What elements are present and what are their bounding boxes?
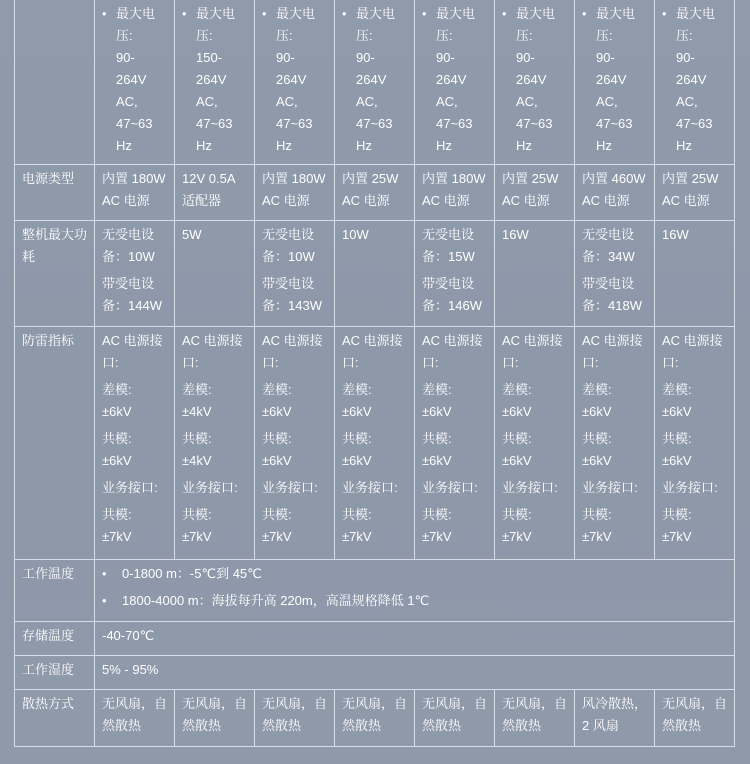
max-power-cell	[335, 221, 415, 327]
cell-text: AC,	[596, 94, 618, 109]
cell-text: 备：146W	[422, 298, 482, 313]
max-power-cell	[415, 221, 495, 327]
cell-text: 共模:	[662, 507, 692, 522]
cell-text: 47~63	[596, 116, 633, 131]
cell-text: 无风扇，自	[502, 696, 568, 711]
cell-text: 业务接口:	[262, 480, 318, 495]
cooling-cell	[415, 690, 495, 747]
cell-text: Hz	[116, 138, 132, 153]
cell-text: 业务接口:	[582, 480, 638, 495]
cell-text: 264V	[436, 72, 467, 87]
cell-text: 无受电设	[582, 227, 635, 242]
cell-text: 90-	[676, 50, 695, 65]
cell-text: 无风扇，自	[422, 696, 488, 711]
cell-text: AC,	[276, 94, 298, 109]
cell-text: 12V 0.5A	[182, 171, 236, 186]
cell-text: 264V	[516, 72, 547, 87]
power-type-cell	[255, 165, 335, 221]
cell-text: 口:	[262, 355, 279, 370]
cell-text: 最大电	[596, 6, 636, 21]
cooling-cell	[175, 690, 255, 747]
cell-text: AC 电源接	[502, 333, 563, 348]
cell-text: 然散热	[182, 718, 222, 733]
cell-text: 然散热	[662, 718, 702, 733]
cell-text: 最大电	[196, 6, 236, 21]
storage-temp-row	[15, 622, 735, 656]
cell-text: 最大电	[676, 6, 716, 21]
cell-text: 压:	[596, 28, 613, 43]
cell-text: 差模:	[262, 382, 292, 397]
cell-text: AC 电源	[502, 193, 550, 208]
cell-text: 业务接口:	[422, 480, 478, 495]
cell-text: 业务接口:	[182, 480, 238, 495]
cell-text: 最大电	[516, 6, 556, 21]
cell-text: 264V	[116, 72, 147, 87]
cell-text: 内置 180W	[262, 171, 326, 186]
cell-text: ±6kV	[582, 404, 612, 419]
cell-text: AC 电源	[342, 193, 390, 208]
cell-text: ±7kV	[422, 529, 452, 544]
cell-text: 无风扇，自	[262, 696, 328, 711]
max-power-cell	[655, 221, 735, 327]
cell-text: AC 电源接	[342, 333, 403, 348]
cell-text: 备：15W	[422, 249, 475, 264]
cell-text: 10W	[342, 227, 369, 242]
cell-text: AC,	[116, 94, 138, 109]
cooling-cell	[335, 690, 415, 747]
cell-text: 差模:	[422, 382, 452, 397]
lightning-label-cell	[15, 327, 95, 560]
lightning-cell	[655, 327, 735, 560]
cell-text: 90-	[116, 50, 135, 65]
cell-text: Hz	[596, 138, 612, 153]
cell-text: AC,	[436, 94, 458, 109]
cell-text: 共模:	[502, 507, 532, 522]
voltage-row	[15, 0, 735, 165]
power-type-row	[15, 165, 735, 221]
cell-text: AC 电源接	[662, 333, 723, 348]
power-type-label-cell	[15, 165, 95, 221]
voltage-cell	[95, 0, 175, 165]
voltage-cell	[495, 0, 575, 165]
cell-text: AC 电源	[582, 193, 630, 208]
row-label: 耗	[22, 249, 36, 264]
cell-text: 264V	[596, 72, 627, 87]
cell-text: ±6kV	[342, 453, 372, 468]
power-type-cell	[575, 165, 655, 221]
cell-text: 口:	[182, 355, 199, 370]
cell-text: Hz	[516, 138, 532, 153]
cell-text: 0-1800 m：-5℃到 45℃	[122, 566, 262, 581]
cell-text: 然散热	[262, 718, 302, 733]
cell-text: ±7kV	[262, 529, 292, 544]
cell-text: 共模:	[582, 431, 612, 446]
lightning-cell	[575, 327, 655, 560]
cell-text: 口:	[342, 355, 359, 370]
cell-text: AC 电源接	[262, 333, 323, 348]
cell-text: 压:	[356, 28, 373, 43]
cell-text: 共模:	[502, 431, 532, 446]
cell-text: ±6kV	[262, 453, 292, 468]
cell-text: 共模:	[662, 431, 692, 446]
cell-text: 共模:	[262, 507, 292, 522]
storage-temp-cell	[95, 622, 735, 656]
cell-text: 264V	[196, 72, 227, 87]
cell-text: 内置 25W	[502, 171, 559, 186]
cell-text: ±6kV	[502, 453, 532, 468]
power-type-cell	[415, 165, 495, 221]
cell-text: 差模:	[582, 382, 612, 397]
cell-text: 压:	[196, 28, 213, 43]
lightning-cell	[95, 327, 175, 560]
cell-text: AC 电源接	[102, 333, 163, 348]
cell-text: ±6kV	[102, 453, 132, 468]
cell-text: 共模:	[422, 431, 452, 446]
lightning-cell	[495, 327, 575, 560]
row-label: 工作湿度	[22, 662, 75, 677]
cell-text: 47~63	[356, 116, 393, 131]
cell-text: 压:	[276, 28, 293, 43]
cell-text: 共模:	[182, 507, 212, 522]
voltage-cell	[575, 0, 655, 165]
cell-text: 无受电设	[102, 227, 155, 242]
cell-text: 内置 180W	[102, 171, 166, 186]
cell-text: 带受电设	[422, 276, 475, 291]
cell-text: 5% - 95%	[102, 662, 159, 677]
cooling-cell	[495, 690, 575, 747]
lightning-cell	[255, 327, 335, 560]
cell-text: 口:	[582, 355, 599, 370]
cell-text: 共模:	[422, 507, 452, 522]
work-temp-cell	[95, 560, 735, 622]
cell-text: 90-	[596, 50, 615, 65]
cell-text: 适配器	[182, 193, 222, 208]
cooling-row	[15, 690, 735, 747]
cell-text: AC 电源	[102, 193, 150, 208]
voltage-cell	[415, 0, 495, 165]
cell-text: ±6kV	[342, 404, 372, 419]
cell-text: 共模:	[262, 431, 292, 446]
lightning-cell	[175, 327, 255, 560]
max-power-label-cell	[15, 221, 95, 327]
cell-text: 带受电设	[102, 276, 155, 291]
cell-text: 备：34W	[582, 249, 635, 264]
cell-text: 带受电设	[582, 276, 635, 291]
cell-text: ±6kV	[422, 453, 452, 468]
max-power-cell	[95, 221, 175, 327]
cell-text: 5W	[182, 227, 202, 242]
cell-text: 264V	[276, 72, 307, 87]
row-label: 整机最大功	[22, 227, 88, 242]
cell-text: ±6kV	[662, 404, 692, 419]
cell-text: 备：10W	[102, 249, 155, 264]
cell-text: 150-	[196, 50, 223, 65]
cell-text: 然散热	[422, 718, 462, 733]
voltage-cell	[335, 0, 415, 165]
cell-text: ±6kV	[422, 404, 452, 419]
bullet-icon: •	[502, 6, 507, 21]
cell-text: 压:	[436, 28, 453, 43]
row-label: 工作温度	[22, 566, 75, 581]
row-label: 存储温度	[22, 628, 75, 643]
cell-text: 264V	[676, 72, 707, 87]
cell-text: 业务接口:	[102, 480, 158, 495]
cell-text: 无风扇，自	[342, 696, 408, 711]
lightning-row	[15, 327, 735, 560]
power-type-cell	[175, 165, 255, 221]
cooling-label-cell	[15, 690, 95, 747]
cooling-cell	[95, 690, 175, 747]
cell-text: ±7kV	[502, 529, 532, 544]
cell-text: 备：10W	[262, 249, 315, 264]
cell-text: AC 电源	[422, 193, 470, 208]
row-label: 电源类型	[22, 171, 75, 186]
cell-text: ±6kV	[502, 404, 532, 419]
work-temp-row	[15, 560, 735, 622]
cell-text: 共模:	[102, 507, 132, 522]
cell-text: 最大电	[356, 6, 396, 21]
cell-text: 内置 25W	[662, 171, 719, 186]
cell-text: ±7kV	[102, 529, 132, 544]
cell-text: 口:	[662, 355, 679, 370]
cooling-cell	[655, 690, 735, 747]
cell-text: 业务接口:	[342, 480, 398, 495]
cell-text: 差模:	[182, 382, 212, 397]
cell-text: 业务接口:	[502, 480, 558, 495]
voltage-label-cell	[15, 0, 95, 165]
cell-text: 最大电	[116, 6, 156, 21]
cell-text: 差模:	[662, 382, 692, 397]
cell-text: 共模:	[102, 431, 132, 446]
cell-text: 内置 25W	[342, 171, 399, 186]
cell-text: ±7kV	[582, 529, 612, 544]
row-label: 散热方式	[22, 696, 75, 711]
cell-text: AC 电源接	[582, 333, 643, 348]
cell-text: 压:	[116, 28, 133, 43]
cell-text: ±6kV	[262, 404, 292, 419]
cell-text: -40-70℃	[102, 628, 155, 643]
voltage-cell	[175, 0, 255, 165]
cell-text: 然散热	[502, 718, 542, 733]
cell-text: Hz	[676, 138, 692, 153]
power-type-cell	[655, 165, 735, 221]
cell-text: 无受电设	[262, 227, 315, 242]
cell-text: 共模:	[342, 507, 372, 522]
cell-text: 最大电	[436, 6, 476, 21]
cell-text: 47~63	[116, 116, 153, 131]
bullet-icon: •	[422, 6, 427, 21]
cell-text: AC,	[516, 94, 538, 109]
cell-text: AC,	[196, 94, 218, 109]
cell-text: AC 电源	[662, 193, 710, 208]
power-type-cell	[335, 165, 415, 221]
cell-text: 然散热	[102, 718, 142, 733]
voltage-cell	[655, 0, 735, 165]
cell-text: ±7kV	[342, 529, 372, 544]
cell-text: 差模:	[502, 382, 532, 397]
power-type-cell	[95, 165, 175, 221]
cell-text: AC 电源接	[422, 333, 483, 348]
work-humidity-label-cell	[15, 656, 95, 690]
max-power-cell	[495, 221, 575, 327]
cell-text: 口:	[502, 355, 519, 370]
max-power-cell	[575, 221, 655, 327]
cell-text: 备：144W	[102, 298, 162, 313]
cell-text: 最大电	[276, 6, 316, 21]
bullet-icon: •	[182, 6, 187, 21]
cell-text: 内置 460W	[582, 171, 646, 186]
bullet-icon: •	[582, 6, 587, 21]
list-item	[102, 563, 727, 585]
cell-text: 差模:	[342, 382, 372, 397]
work-temp-label-cell	[15, 560, 95, 622]
cell-text: 共模:	[342, 431, 372, 446]
cell-text: 47~63	[276, 116, 313, 131]
cell-text: AC 电源	[262, 193, 310, 208]
max-power-cell	[255, 221, 335, 327]
cooling-cell	[255, 690, 335, 747]
cell-text: 无风扇，自	[182, 696, 248, 711]
cell-text: ±6kV	[662, 453, 692, 468]
cell-text: AC 电源接	[182, 333, 243, 348]
spec-table	[14, 0, 735, 747]
cell-text: 压:	[676, 28, 693, 43]
list-item	[102, 590, 727, 612]
cell-text: Hz	[276, 138, 292, 153]
bullet-icon: •	[342, 6, 347, 21]
cooling-cell	[575, 690, 655, 747]
cell-text: 1800-4000 m：海拔每升高 220m，高温规格降低 1℃	[122, 593, 430, 608]
cell-text: 带受电设	[262, 276, 315, 291]
bullet-icon: •	[102, 566, 107, 581]
cell-text: 内置 180W	[422, 171, 486, 186]
bullet-icon: •	[662, 6, 667, 21]
cell-text: AC,	[356, 94, 378, 109]
cell-text: ±7kV	[662, 529, 692, 544]
cell-text: ±4kV	[182, 453, 212, 468]
cell-text: ±7kV	[182, 529, 212, 544]
work-humidity-row	[15, 656, 735, 690]
cell-text: Hz	[196, 138, 212, 153]
cell-text: 备：143W	[262, 298, 322, 313]
cell-text: 47~63	[196, 116, 233, 131]
power-type-cell	[495, 165, 575, 221]
cell-text: 无受电设	[422, 227, 475, 242]
cell-text: 无风扇，自	[102, 696, 168, 711]
cell-text: 口:	[102, 355, 119, 370]
work-humidity-cell	[95, 656, 735, 690]
cell-text: 共模:	[182, 431, 212, 446]
cell-text: 无风扇，自	[662, 696, 728, 711]
cell-text: 差模:	[102, 382, 132, 397]
max-power-cell	[175, 221, 255, 327]
bullet-icon: •	[102, 6, 107, 21]
cell-text: AC,	[676, 94, 698, 109]
bullet-icon: •	[102, 593, 107, 608]
cell-text: Hz	[356, 138, 372, 153]
cell-text: 然散热	[342, 718, 382, 733]
cell-text: ±6kV	[102, 404, 132, 419]
bullet-icon: •	[262, 6, 267, 21]
lightning-cell	[335, 327, 415, 560]
cell-text: 共模:	[582, 507, 612, 522]
max-power-row	[15, 221, 735, 327]
cell-text: 风冷散热，	[582, 696, 648, 711]
cell-text: 90-	[276, 50, 295, 65]
cell-text: 90-	[436, 50, 455, 65]
cell-text: 47~63	[436, 116, 473, 131]
cell-text: 16W	[662, 227, 689, 242]
voltage-cell	[255, 0, 335, 165]
cell-text: 47~63	[676, 116, 713, 131]
row-label: 防雷指标	[22, 333, 75, 348]
cell-text: 264V	[356, 72, 387, 87]
cell-text: ±6kV	[582, 453, 612, 468]
storage-temp-label-cell	[15, 622, 95, 656]
lightning-cell	[415, 327, 495, 560]
cell-text: Hz	[436, 138, 452, 153]
cell-text: 90-	[356, 50, 375, 65]
cell-text: 2 风扇	[582, 718, 619, 733]
cell-text: 90-	[516, 50, 535, 65]
cell-text: 业务接口:	[662, 480, 718, 495]
cell-text: 压:	[516, 28, 533, 43]
cell-text: 47~63	[516, 116, 553, 131]
cell-text: 16W	[502, 227, 529, 242]
cell-text: 口:	[422, 355, 439, 370]
cell-text: 备：418W	[582, 298, 642, 313]
cell-text: ±4kV	[182, 404, 212, 419]
